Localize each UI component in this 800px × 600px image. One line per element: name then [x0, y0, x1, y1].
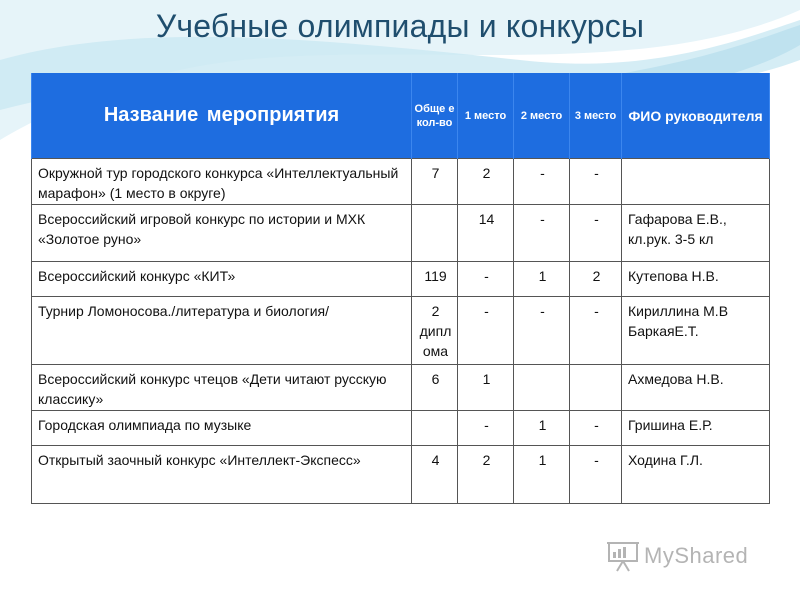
total-count-cell: [412, 411, 458, 446]
total-count-cell: 7: [412, 159, 458, 205]
third-place-cell: -: [570, 297, 622, 365]
table-header-row: [32, 73, 770, 159]
third-place-cell: -: [570, 159, 622, 205]
second-place-cell: 1: [514, 446, 570, 504]
third-place-cell: 2: [570, 262, 622, 297]
event-name-cell: Городская олимпиада по музыке: [32, 411, 412, 446]
second-place-cell: -: [514, 297, 570, 365]
third-place-cell: -: [570, 411, 622, 446]
supervisor-cell: Гришина Е.Р.: [622, 411, 770, 446]
table-row: [32, 205, 770, 262]
table-row: [32, 297, 770, 365]
first-place-cell: -: [458, 297, 514, 365]
supervisor-cell: Кириллина М.В БаркаяЕ.Т.: [622, 297, 770, 365]
first-place-cell: -: [458, 262, 514, 297]
slide-title: Учебные олимпиады и конкурсы: [155, 8, 645, 44]
supervisor-cell: Ходина Г.Л.: [622, 446, 770, 504]
total-count-cell: [412, 205, 458, 262]
table-row: [32, 262, 770, 297]
header-third-place: 3 место: [570, 73, 622, 159]
total-count-cell: 6: [412, 365, 458, 411]
third-place-cell: -: [570, 205, 622, 262]
header-total-count: Обще е кол-во: [412, 73, 458, 159]
third-place-cell: -: [570, 446, 622, 504]
table-row: [32, 365, 770, 411]
table-row: [32, 411, 770, 446]
first-place-cell: -: [458, 411, 514, 446]
first-place-cell: 14: [458, 205, 514, 262]
total-count-cell: 4: [412, 446, 458, 504]
supervisor-cell: [622, 159, 770, 205]
presentation-board-icon: [606, 539, 640, 573]
second-place-cell: -: [514, 159, 570, 205]
first-place-cell: 2: [458, 159, 514, 205]
supervisor-cell: Кутепова Н.В.: [622, 262, 770, 297]
total-count-cell: 119: [412, 262, 458, 297]
total-count-cell: 2 дипл ома: [412, 297, 458, 365]
event-name-cell: Всероссийский конкурс «КИТ»: [32, 262, 412, 297]
event-name-cell: Турнир Ломоносова./литература и биология/: [32, 297, 412, 365]
second-place-cell: [514, 365, 570, 411]
header-second-place: 2 место: [514, 73, 570, 159]
header-event-name: Название мероприятия: [32, 73, 412, 159]
third-place-cell: [570, 365, 622, 411]
event-name-cell: Всероссийский конкурс чтецов «Дети читают русскую классику»: [32, 365, 412, 411]
second-place-cell: -: [514, 205, 570, 262]
table-row: [32, 446, 770, 504]
supervisor-cell: Ахмедова Н.В.: [622, 365, 770, 411]
second-place-cell: 1: [514, 262, 570, 297]
first-place-cell: 2: [458, 446, 514, 504]
supervisor-cell: Гафарова Е.В., кл.рук. 3-5 кл: [622, 205, 770, 262]
header-supervisor: ФИО руководителя: [622, 73, 770, 159]
events-table: [31, 73, 770, 504]
event-name-cell: Окружной тур городского конкурса «Интеллектуальный марафон» (1 место в округе): [32, 159, 412, 205]
event-name-cell: Всероссийский игровой конкурс по истории и МХК «Золотое руно»: [32, 205, 412, 262]
first-place-cell: 1: [458, 365, 514, 411]
header-first-place: 1 место: [458, 73, 514, 159]
watermark-text: MyShared: [644, 543, 749, 568]
table-row: [32, 159, 770, 205]
second-place-cell: 1: [514, 411, 570, 446]
event-name-cell: Открытый заочный конкурс «Интеллект-Экспесс»: [32, 446, 412, 504]
watermark-logo[interactable]: [606, 536, 748, 576]
